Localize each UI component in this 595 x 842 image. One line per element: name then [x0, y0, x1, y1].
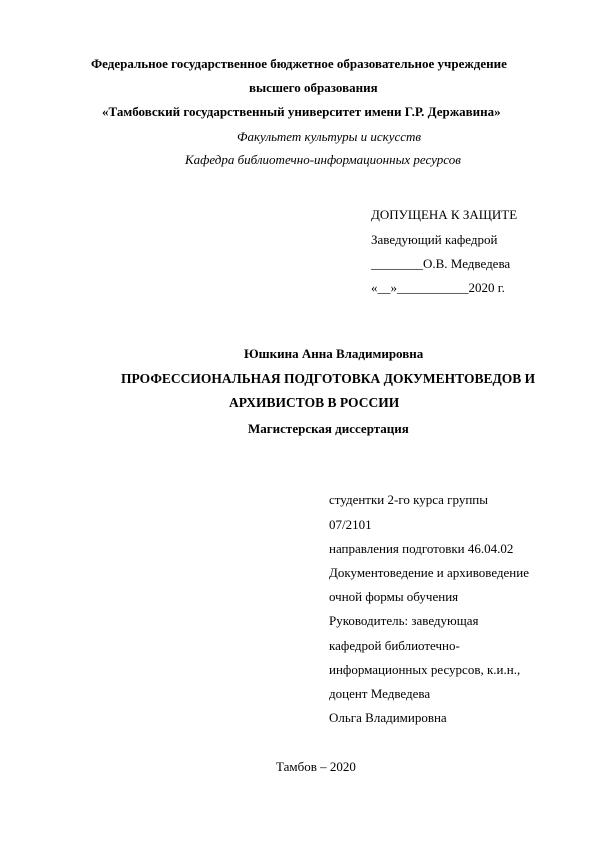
approval-signature-line: ________О.В. Медведева	[371, 256, 511, 271]
work-title-line-2: АРХИВИСТОВ В РОССИИ	[229, 395, 400, 410]
student-details-line: направления подготовки 46.04.02	[329, 541, 514, 556]
author-name: Юшкина Анна Владимировна	[244, 346, 424, 361]
supervisor-line: кафедрой библиотечно-	[329, 638, 460, 653]
supervisor-line: информационных ресурсов, к.и.н.,	[329, 662, 521, 677]
student-details-line: очной формы обучения	[329, 589, 459, 604]
student-details-line: Документоведение и архивоведение	[329, 565, 529, 580]
department-name: Кафедра библиотечно-информационных ресурсов	[185, 152, 461, 167]
institution-line-1: Федеральное государственное бюджетное образовательное учреждение	[91, 56, 507, 71]
work-title-line-1: ПРОФЕССИОНАЛЬНАЯ ПОДГОТОВКА ДОКУМЕНТОВЕДОВ И	[121, 371, 536, 386]
work-type: Магистерская диссертация	[248, 421, 409, 436]
supervisor-line: Ольга Владимировна	[329, 710, 447, 725]
approval-position: Заведующий кафедрой	[371, 232, 498, 247]
city-year: Тамбов – 2020	[276, 759, 356, 774]
approval-heading: ДОПУЩЕНА К ЗАЩИТЕ	[371, 207, 518, 222]
student-details-line: студентки 2-го курса группы	[329, 492, 488, 507]
approval-date-line: «__»___________2020 г.	[371, 280, 505, 295]
faculty-name: Факультет культуры и искусств	[237, 129, 422, 144]
university-name: «Тамбовский государственный университет имени Г.Р. Державина»	[102, 104, 501, 119]
institution-line-2: высшего образования	[249, 80, 378, 95]
supervisor-line: доцент Медведева	[329, 686, 431, 701]
supervisor-line: Руководитель: заведующая	[329, 613, 479, 628]
student-details-line: 07/2101	[329, 517, 372, 532]
